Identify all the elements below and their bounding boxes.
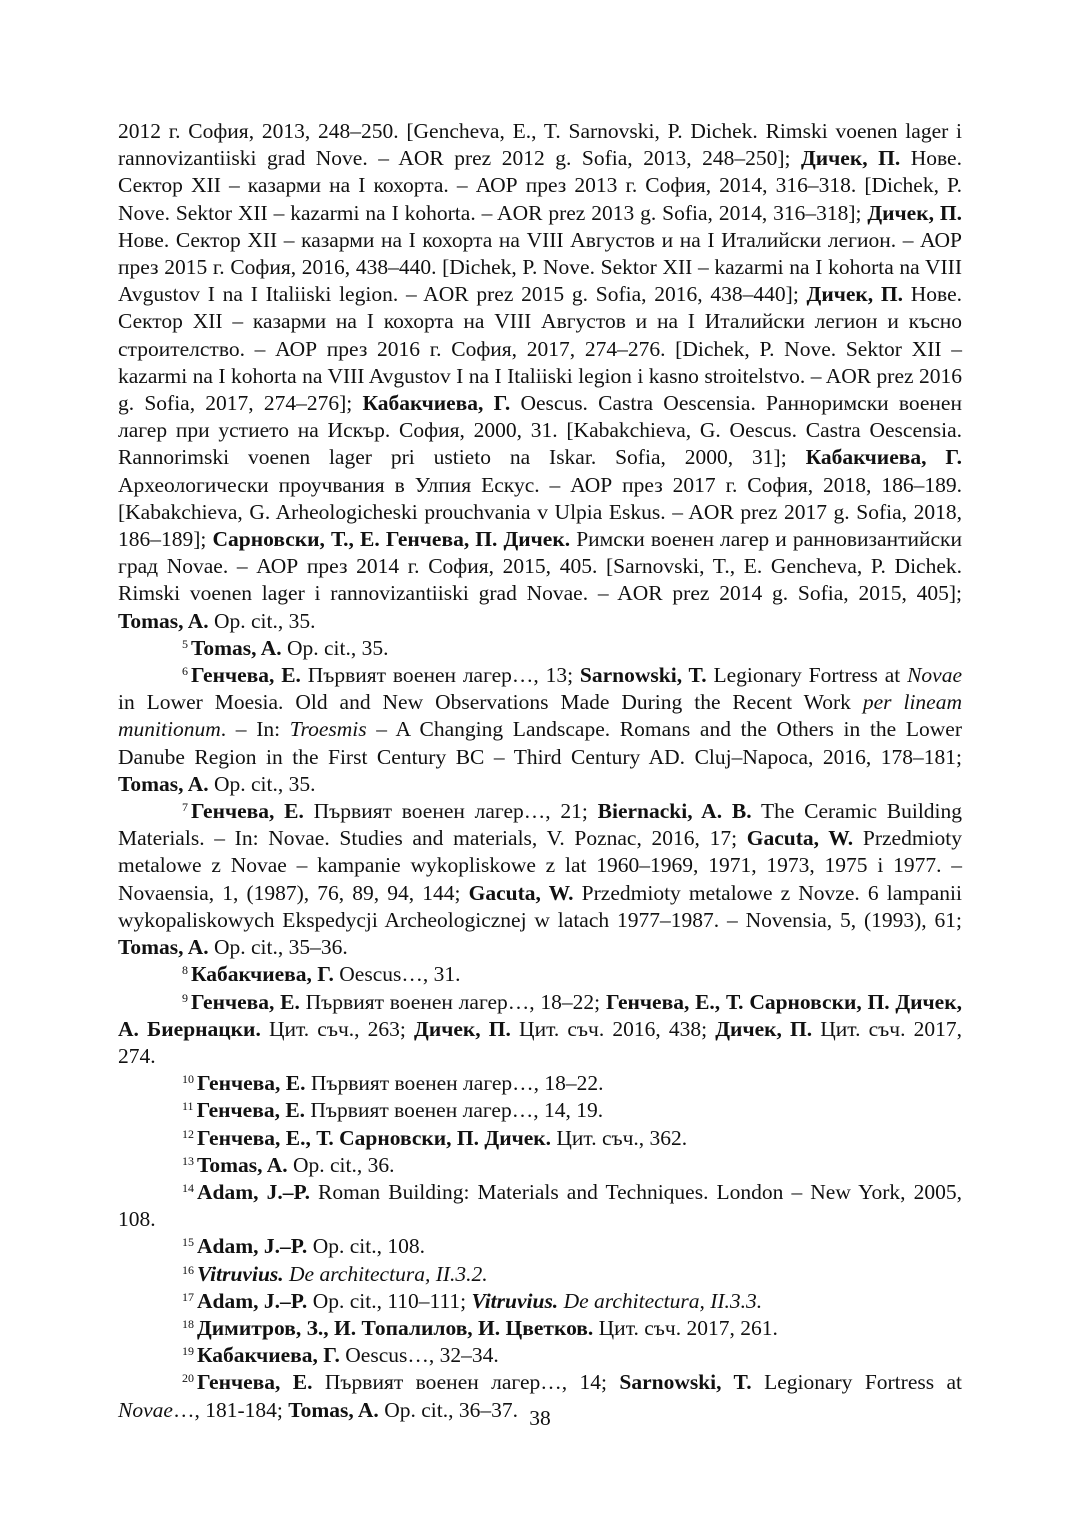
citation-text: 2012 г. София, 2013, 248–250. [Gencheva, E., T. Sarnovski, P. Dichek. Rimski voenen lager i rannovizantiiski grad Nove. – AOR prez 2012 g. Sofia, 2013, 248–250]; [118,119,962,171]
footnote-number: 11 [182,1099,194,1114]
citation-text: Римски военен лагер и ранновизантийски град Novae. – АОР през 2014 г. София, 2015, 405. [Sarnovski, T., E. Gencheva, P. Dichek. Rimski voenen lager i rannovizantiiski grad Novae. – AOR prez 2014 g. Sofia, 2015, 405]; [118,527,962,606]
citation-text: Нове. Сектор XII – казарми на I кохорта. – АОР през 2013 г. София, 2014, 316–318. [Dichek, P. Nove. Sektor XII – kazarmi na I kohorta. – AOR prez 2013 g. Sofia, 2014, 316–318]; [118,146,962,225]
author-name: Дичек, П. [715,1016,813,1041]
author-name: Vitruvius. [471,1288,559,1313]
author-name: Генчева, Е. [191,799,304,824]
citation-text: Op. cit., 36. [287,1152,395,1177]
citation-text: Цит. съч. 2017, 261. [593,1315,778,1340]
citation-text: Przedmioty metalowe z Novze. 6 lampanii wykopaliskowych Ekspedycji Archeologicznej w latach 1977–1987. – Novensia, 5, (1993), 61; [118,880,962,932]
citation-text: Първият военен лагер…, 14; [312,1370,620,1395]
author-name: Biernacki, A. B. [597,799,752,824]
footnote-number: 6 [182,664,188,679]
footnote-10 [118,1070,962,1097]
citation-text: . – In: [220,717,290,742]
author-name: Дичек, П. [414,1016,511,1041]
author-name: Дичек, П. [867,200,962,225]
citation-text: Oescus. Castra Oescensia. Ранноримски военен лагер при устието на Искър. София, 2000, 31. [Kabakchieva, G. Oescus. Castra Oescensia. Rannorimski voenen lager pri ustieto na Iskar. Sofia, 2000, 31]; [118,391,962,470]
citation-text: Op. cit., 108. [307,1234,425,1259]
italic-text: Novae [907,663,963,688]
author-name: Adam, J.–P. [197,1179,310,1204]
citation-text: Археологически проучвания в Улпия Ескус. – АОР през 2017 г. София, 2018, 186–189. [Kabakchieva, G. Arheologicheski prouchvania v Ulpia Eskus. – AOR prez 2017 g. Sofia, 2018, 186–189]; [118,472,962,552]
footnote-list [118,635,962,1424]
author-name: Генчева, Е. [197,1071,306,1096]
footnote-number: 5 [182,636,188,651]
citation-text: Legionary Fortress at [751,1370,963,1395]
author-name: Gacuta, W. [468,880,574,905]
footnote-number: 18 [182,1316,194,1331]
citation-text: Op. cit., 35. [281,635,389,660]
footnote-5 [118,635,962,662]
author-name: Кабакчиева, Г. [362,391,511,416]
footnotes-page [118,118,962,1424]
author-name: Кабакчиева, Г. [191,962,334,987]
citation-text: Нове. Сектор XII – казарми на I кохорта на VIII Августов и на I Италийски легион и късно строителство. – АОР през 2016 г. София, 2017, 274–276. [Dichek, P. Nove. Sektor XII – kazarmi na I kohorta na VIII Avgustov I na I Italiiski legion i kasno stroitelstvo. – AOR prez 2016 g. Sofia, 2017, 274–276]; [118,282,962,416]
author-name: Sarnowski, T. [579,663,707,688]
author-name: Димитров, З., И. Топалилов, И. Цветков. [197,1315,594,1340]
footnote-13 [118,1152,962,1179]
author-name: Генчева, Е., Т. Сарновски, П. Дичек, А. Биернацки. [118,989,962,1041]
citation-text: Цит. съч. 2017, 274. [118,1016,962,1068]
footnote-11 [118,1097,962,1124]
footnote-number: 13 [182,1153,194,1168]
footnote-8 [118,961,962,988]
italic-text: Troesmis [289,717,367,742]
citation-text: Oescus…, 32–34. [339,1343,499,1368]
citation-text: – A Changing Landscape. Romans and the Others in the Lower Danube Region in the First Century BC – Third Century AD. Cluj–Napoca, 2016, 178–181; [118,717,962,769]
footnote-7 [118,798,962,961]
citation-text: Roman Building: Materials and Techniques. London – New York, 2005, 108. [118,1179,962,1232]
citation-text: Първият военен лагер…, 13; [300,663,580,688]
italic-text: De architectura, II.3.3. [558,1288,763,1313]
author-name: Кабакчиева, Г. [197,1343,340,1368]
author-name: Генчева, Е. [191,989,300,1014]
author-name: Tomas, A. [118,935,209,960]
citation-text: Op. cit., 110–111; [307,1288,472,1313]
footnote-15 [118,1233,962,1260]
footnote-18 [118,1315,962,1342]
italic-text: De architectura, II.3.2. [283,1261,488,1286]
author-name: Tomas, A. [288,1397,379,1422]
citation-text: Цит. съч. 2016, 438; [510,1016,716,1041]
citation-text: Нове. Сектор XII – казарми на I кохорта на VIII Августов и на I Италийски легион. – АОР през 2015 г. София, 2016, 438–440. [Dichek, P. Nove. Sektor XII – kazarmi na I kohorta na VIII Avgustov I na I Italiiski legion. – AOR prez 2015 g. Sofia, 2016, 438–440]; [118,227,962,307]
footnote-number: 14 [182,1180,194,1195]
author-name: Кабакчиева, Г. [805,445,963,470]
footnote-number: 15 [182,1235,194,1250]
citation-text: Przedmioty metalowe z Novae – kampanie wykopliskowe z lat 1960–1969, 1971, 1973, 1975 i 1977. – Novaensia, 1, (1987), 76, 89, 94, 144; [118,826,962,905]
citation-text: Op. cit., 35–36. [208,935,348,960]
footnote-number: 8 [182,963,188,978]
author-name: Дичек, П. [801,146,901,171]
citation-text: Op. cit., 35. [208,608,316,633]
author-name: Adam, J.–P. [197,1288,308,1313]
author-name: Tomas, A. [118,608,209,633]
citation-text: Цит. съч., 362. [551,1125,688,1150]
footnote-number: 17 [182,1289,194,1304]
author-name: Vitruvius. [197,1261,284,1286]
citation-text: Цит. съч., 263; [260,1016,415,1041]
citation-text: Първият военен лагер…, 18–22. [305,1071,604,1096]
citation-text: Oescus…, 31. [333,962,461,987]
footnote-number: 20 [182,1371,194,1386]
citation-text: Първият военен лагер…, 14, 19. [305,1098,604,1123]
footnote-number: 16 [182,1262,194,1277]
author-name: Tomas, A. [191,635,282,660]
author-name: Сарновски, Т., Е. Генчева, П. Дичек. [212,527,571,552]
author-name: Tomas, A. [197,1152,288,1177]
footnote-number: 12 [182,1126,194,1141]
author-name: Дичек, П. [806,282,904,307]
footnote-number: 10 [182,1072,194,1087]
citation-text: Първият военен лагер…, 21; [303,799,598,824]
footnote-12 [118,1125,962,1152]
citation-text: The Ceramic Building Materials. – In: Novae. Studies and materials, V. Poznac, 2016, 17; [118,799,963,851]
footnote-9 [118,989,962,1071]
citation-text: Legionary Fortress at [706,663,908,688]
citation-text: Op. cit., 35. [208,771,316,796]
citation-text: Op. cit., 36–37. [378,1397,518,1422]
footnote-number: 9 [182,990,188,1005]
author-name: Генчева, Е. [197,1370,313,1395]
author-name: Генчева, Е., Т. Сарновски, П. Дичек. [197,1125,552,1150]
author-name: Sarnowski, T. [619,1370,752,1395]
citation-text: Първият военен лагер…, 18–22; [299,989,606,1014]
footnote-14 [118,1179,962,1233]
footnote-19 [118,1342,962,1369]
author-name: Tomas, A. [118,771,209,796]
page-number: 38 [529,1406,551,1430]
footnote-continuation [118,118,962,635]
citation-text: …, 181-184; [172,1397,289,1422]
citation-text: in Lower Moesia. Old and New Observations Made During the Recent Work [118,690,863,715]
italic-text: Novae [118,1397,173,1422]
author-name: Генчева, Е. [191,663,301,688]
footnote-6 [118,662,962,798]
footnote-16 [118,1261,962,1288]
italic-text: per lineam munitionum [118,690,962,742]
author-name: Gacuta, W. [746,826,854,851]
author-name: Adam, J.–P. [197,1234,308,1259]
author-name: Генчева, Е. [196,1098,306,1123]
footnote-number: 19 [182,1344,194,1359]
footnote-17 [118,1288,962,1315]
footnote-number: 7 [182,800,188,815]
